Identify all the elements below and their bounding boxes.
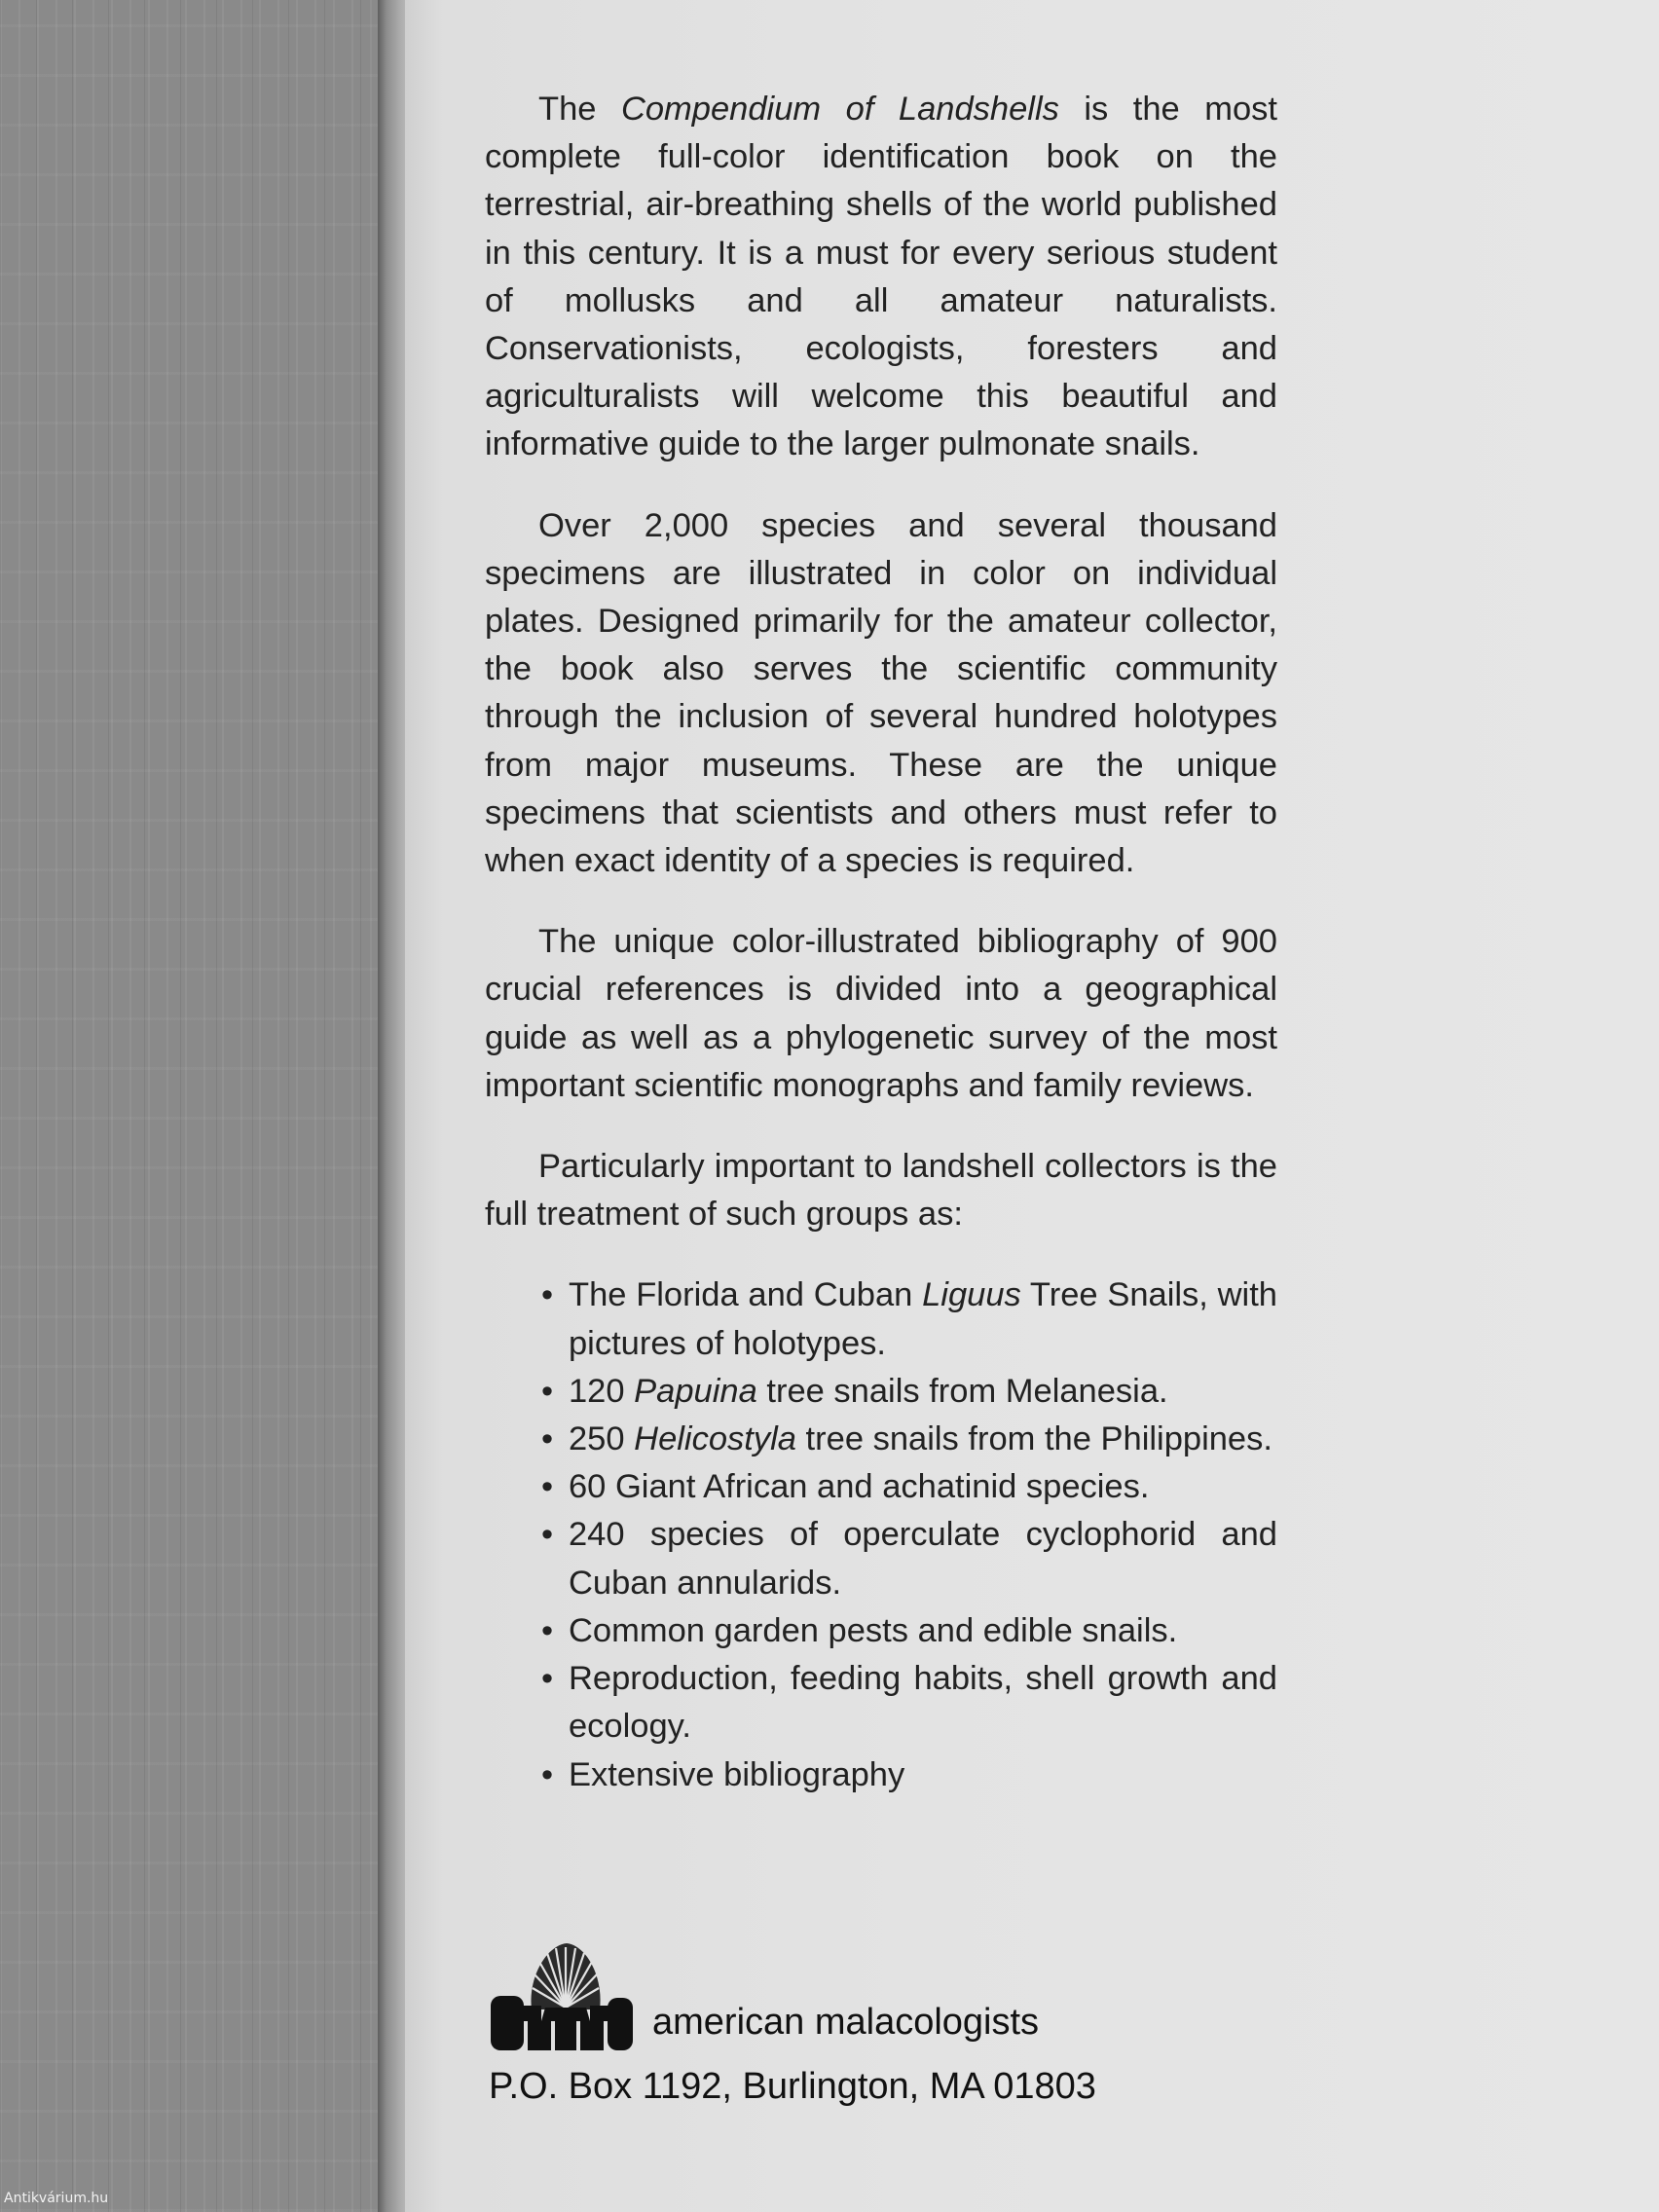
list-item bbox=[541, 1272, 1277, 1367]
paragraph bbox=[485, 918, 1277, 1110]
paragraph bbox=[485, 502, 1277, 886]
wood-background bbox=[0, 0, 399, 2212]
text-segment: Over 2,000 species and several thousand specimens are illustrated in color on individual plates. Designed primarily for the amateur collector, the book also serves the scientific community through the inclusion of several hundred holotypes from major museums. These are the unique specimens that scientists and others must refer to when exact identity of a species is required. bbox=[485, 506, 1277, 880]
italic-text: Compendium of Landshells bbox=[620, 91, 1059, 128]
list-item bbox=[541, 1463, 1277, 1511]
scallop-shell-logo-icon bbox=[489, 1937, 635, 2052]
text-segment: Common garden pests and edible snails. bbox=[569, 1611, 1178, 1649]
list-item bbox=[541, 1368, 1277, 1416]
text-segment: 120 bbox=[569, 1372, 635, 1410]
text-segment: Extensive bibliography bbox=[569, 1755, 905, 1793]
text-segment: tree snails from the Philippines. bbox=[795, 1420, 1272, 1458]
publisher-name: american malacologists bbox=[652, 2002, 1040, 2043]
feature-list bbox=[485, 1272, 1277, 1798]
text-segment: is the most complete full-color identification book on the terrestrial, air-breathing shells of the world published in this century. It is a must for every serious student of mollusks and all amateur naturalists. Conservationists, ecologists, foresters and agriculturalists will welcome this beautiful and informative guide to the larger pulmonate snails. bbox=[485, 91, 1277, 463]
list-item bbox=[541, 1655, 1277, 1751]
text-segment: Tree Snails, with pictures of holotypes. bbox=[569, 1276, 1277, 1362]
text-segment: Particularly important to landshell collectors is the full treatment of such groups as: bbox=[485, 1148, 1277, 1234]
watermark-text: Antikvárium.hu bbox=[4, 2191, 109, 2206]
list-item bbox=[541, 1607, 1277, 1655]
page-edge bbox=[378, 0, 407, 2212]
paragraph bbox=[485, 86, 1277, 469]
list-item bbox=[541, 1751, 1277, 1799]
text-segment: Reproduction, feeding habits, shell growth and ecology. bbox=[569, 1660, 1277, 1746]
italic-text: Liguus bbox=[922, 1276, 1021, 1314]
text-segment: The bbox=[538, 91, 621, 128]
list-item bbox=[541, 1416, 1277, 1463]
text-segment: 250 bbox=[569, 1420, 635, 1458]
text-segment: 60 Giant African and achatinid species. bbox=[569, 1468, 1150, 1506]
italic-text: Helicostyla bbox=[634, 1420, 796, 1458]
paragraph bbox=[485, 1143, 1277, 1238]
list-item bbox=[541, 1511, 1277, 1606]
text-segment: The Florida and Cuban bbox=[569, 1276, 923, 1314]
text-segment: The unique color-illustrated bibliography of 900 crucial references is divided into a geographical guide as well as a phylogenetic survey of the most important scientific monographs and family reviews. bbox=[485, 923, 1277, 1104]
blurb-text bbox=[485, 86, 1277, 1799]
text-segment: 240 species of operculate cyclophorid and Cuban annularids. bbox=[569, 1516, 1277, 1602]
publisher-address: P.O. Box 1192, Burlington, MA 01803 bbox=[489, 2066, 1096, 2107]
italic-text: Papuina bbox=[634, 1372, 757, 1410]
text-segment: tree snails from Melanesia. bbox=[756, 1372, 1168, 1410]
paragraphs bbox=[485, 86, 1277, 1238]
